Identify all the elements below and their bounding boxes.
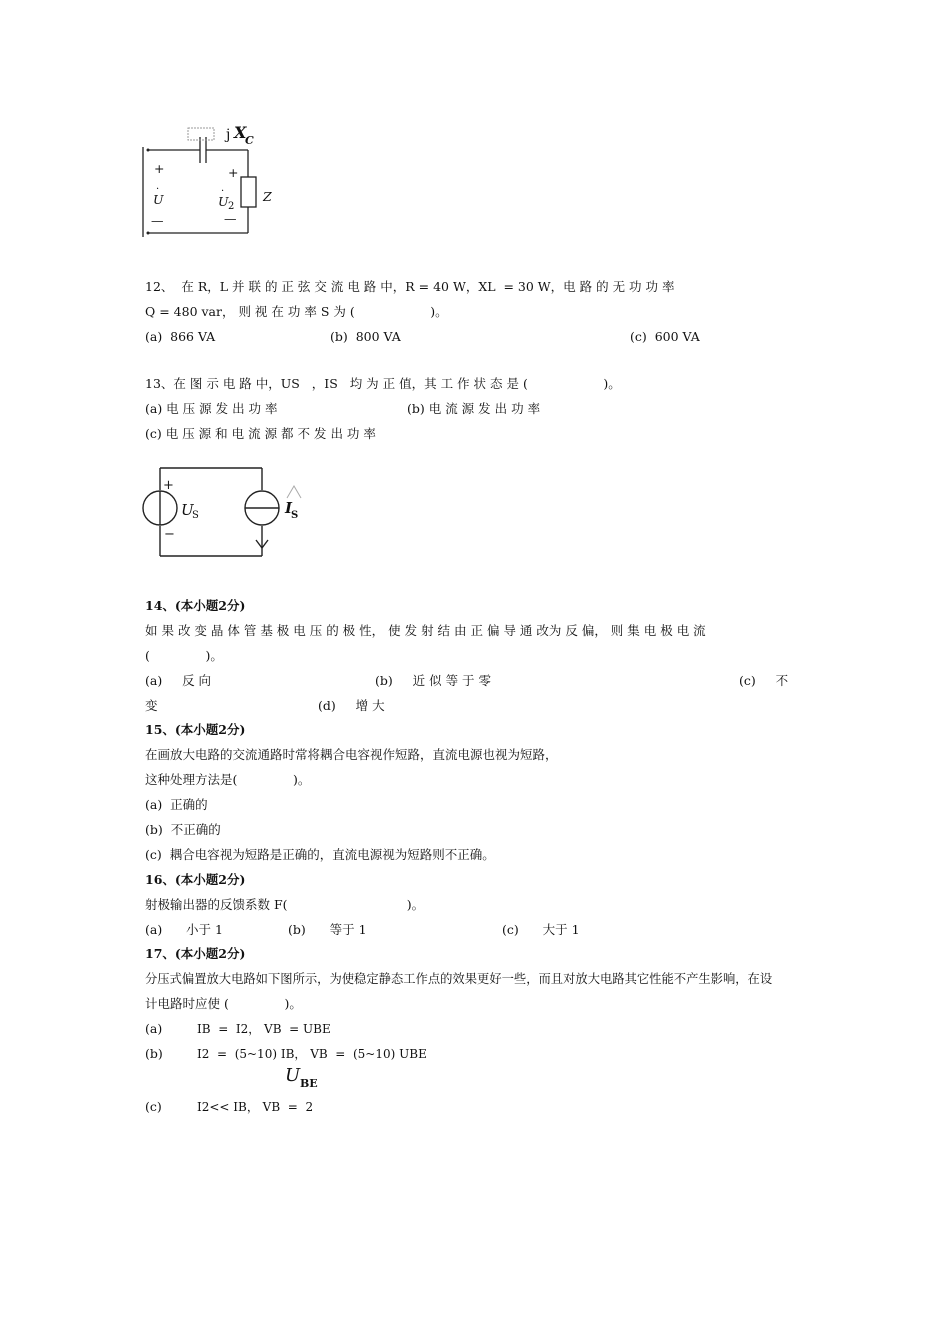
fig2-plus: + xyxy=(163,478,174,493)
q17-line1: 分压式偏置放大电路如下图所示，为使稳定静态工作点的效果更好一些，而且对放大电路其它性能不产生影响，在设 xyxy=(145,972,773,986)
q14-line1: 如 果 改 变 晶 体 管 基 极 电 压 的 极 性， 使 发 射 结 由 正 偏 导 通 改为 反 偏， 则 集 电 极 电 流 xyxy=(145,623,706,638)
q16-option-b: (b) 等于 1 xyxy=(288,922,367,937)
fig2-minus: − xyxy=(164,527,175,542)
q17-option-c: I2<< IB， VB = 2 xyxy=(197,1100,314,1114)
q16-option-a: (a) 小于 1 xyxy=(145,922,223,937)
q15-line2: 这种处理方法是( )。 xyxy=(145,772,311,787)
q12-line2: Q = 480 var， 则 视 在 功 率 S 为 ( )。 xyxy=(145,304,448,319)
q17-option-a-label: (a) xyxy=(145,1021,163,1036)
fig1-u2-label: U xyxy=(218,194,229,209)
fig1-j-label: j xyxy=(226,127,231,143)
q13-option-c: (c) 电 压 源 和 电 流 源 都 不 发 出 功 率 xyxy=(145,426,376,441)
q16-line1: 射极输出器的反馈系数 F( )。 xyxy=(145,897,425,912)
q15-option-c: (c) 耦合电容视为短路是正确的，直流电源视为短路则不正确。 xyxy=(145,847,495,862)
q14-option-c: (c) 不 xyxy=(739,673,789,688)
q12-option-c: (c) 600 VA xyxy=(630,329,700,344)
q16-option-c: (c) 大于 1 xyxy=(502,922,580,937)
fig1-u2-dot: · xyxy=(221,186,225,197)
fig1-plus-left: + xyxy=(154,161,165,176)
q14-option-d: (d) 增 大 xyxy=(318,698,385,713)
q14-option-a: (a) 反 向 xyxy=(145,673,212,688)
fig2-us-sub: S xyxy=(192,510,199,521)
fig2-is-label: I xyxy=(285,499,293,517)
q17-ube-sub: BE xyxy=(300,1077,318,1090)
q17-option-c-label: (c) xyxy=(145,1099,162,1114)
q14-option-c-cont: 变 xyxy=(145,698,158,713)
fig1-plus-right: + xyxy=(228,165,239,180)
fig1-xc-sub: C xyxy=(245,134,254,147)
q14-line2: ( )。 xyxy=(145,648,223,663)
fig1-minus-right: — xyxy=(224,211,237,226)
q17-option-b: I2 = (5~10) IB， VB = (5~10) UBE xyxy=(197,1047,427,1061)
q17-title: 17、(本小题2分) xyxy=(145,946,246,961)
q16-title: 16、(本小题2分) xyxy=(145,872,246,887)
q17-line2: 计电路时应使 ( )。 xyxy=(145,996,302,1011)
q17-option-b-label: (b) xyxy=(145,1046,163,1061)
q15-title: 15、(本小题2分) xyxy=(145,722,246,737)
q13-option-b: (b) 电 流 源 发 出 功 率 xyxy=(407,401,541,416)
fig1-xc-label: X xyxy=(234,123,247,142)
q17-ube-label: U xyxy=(285,1065,301,1086)
q12-option-b: (b) 800 VA xyxy=(330,329,401,344)
fig1-z-label: Z xyxy=(263,189,272,204)
fig2-is-sub: S xyxy=(291,510,299,521)
fig1-u2-sub: 2 xyxy=(228,201,235,212)
q17-option-a: IB = I2， VB = UBE xyxy=(197,1022,331,1036)
fig1-minus-left: — xyxy=(151,213,164,228)
q14-title: 14、(本小题2分) xyxy=(145,598,246,613)
q13-line1: 13、在 图 示 电 路 中，US ，IS 均 为 正 值，其 工 作 状 态 是 ( )。 xyxy=(145,376,621,391)
q13-option-a: (a) 电 压 源 发 出 功 率 xyxy=(145,401,278,416)
q12-line1: 12、 在 R，L 并 联 的 正 弦 交 流 电 路 中，R = 40 W，XL = 30 W，电 路 的 无 功 功 率 xyxy=(145,279,675,294)
q15-option-b: (b) 不正确的 xyxy=(145,822,221,837)
q14-option-b: (b) 近 似 等 于 零 xyxy=(375,673,492,688)
fig2-us-label: U xyxy=(181,501,194,519)
fig1-u-dot: · xyxy=(156,184,160,195)
q12-option-a: (a) 866 VA xyxy=(145,329,216,344)
q15-option-a: (a) 正确的 xyxy=(145,797,208,812)
q15-line1: 在画放大电路的交流通路时常将耦合电容视作短路，直流电源也视为短路， xyxy=(145,747,558,762)
fig1-u-label: U xyxy=(153,192,164,207)
